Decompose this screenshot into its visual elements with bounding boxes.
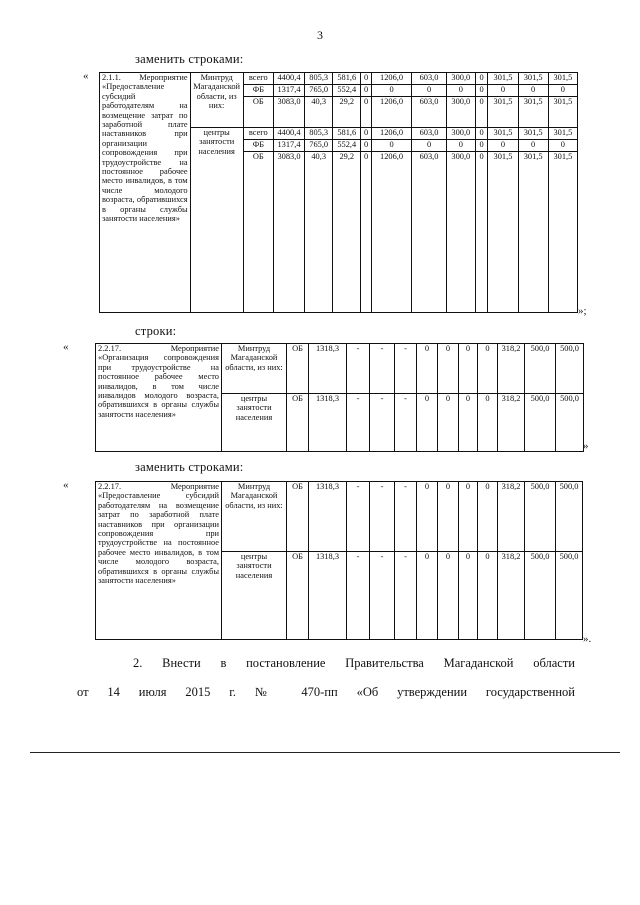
value-cell: 0 [459,552,478,640]
executor-cell: центры занятости населения [222,394,287,452]
value-cell: 3083,0 [273,97,304,128]
value-cell: 500,0 [556,394,584,452]
value-cell: 0 [361,152,371,313]
value-cell: 318,2 [498,344,525,394]
value-cell: 1318,3 [309,482,347,552]
funding-source-cell: ОБ [243,97,273,128]
value-cell: 0 [518,85,548,97]
value-cell: 301,5 [548,152,577,313]
value-cell: 301,5 [548,128,577,140]
executor-cell: Минтруд Магаданской области, из них: [222,482,287,552]
value-cell: - [347,552,370,640]
value-cell: 300,0 [446,128,475,140]
value-cell: 0 [446,85,475,97]
close-quote-2: » [583,440,589,452]
value-cell: 765,0 [305,85,333,97]
value-cell: 0 [417,344,438,394]
value-cell: 500,0 [556,344,584,394]
value-cell: - [395,552,417,640]
value-cell: 0 [459,344,478,394]
value-cell: 301,5 [488,73,518,85]
value-cell: 0 [548,85,577,97]
value-cell: - [347,394,370,452]
value-cell: 0 [478,394,498,452]
value-cell: 0 [361,140,371,152]
close-quote-3: ». [583,633,592,645]
paragraph-line-1: 2. Внести в постановление Правительства Магаданской области [133,656,575,670]
value-cell: 0 [475,73,487,85]
value-cell: 1318,3 [309,552,347,640]
value-cell: 0 [478,344,498,394]
value-cell: 0 [438,394,459,452]
value-cell: 4400,4 [273,73,304,85]
value-cell: 1206,0 [371,128,412,140]
value-cell: 0 [361,85,371,97]
value-cell: 0 [438,344,459,394]
value-cell: 500,0 [525,394,556,452]
value-cell: 805,3 [305,73,333,85]
value-cell: 603,0 [412,97,446,128]
executor-cell: Минтруд Магаданской области, из них: [190,73,243,128]
value-cell: 552,4 [333,85,361,97]
value-cell: 4400,4 [273,128,304,140]
paragraph-line-2: от 14 июля 2015 г. № 470-пп «Об утверждении государственной [77,685,575,699]
value-cell: 0 [438,482,459,552]
value-cell: 0 [361,97,371,128]
funding-source-cell: ОБ [243,152,273,313]
measure-name-cell: 2.2.17. Мероприятие «Организация сопровождения при трудоустройстве на постоянное рабочее место инвалидов, в том числе инвалидов молодого возраста, обратившихся в органы службы занятости населения» [96,344,222,452]
value-cell: 300,0 [446,73,475,85]
value-cell: 3083,0 [273,152,304,313]
open-quote-3: « [63,479,69,491]
value-cell: 500,0 [556,482,583,552]
value-cell: 0 [361,73,371,85]
value-cell: - [347,344,370,394]
funding-source-cell: ФБ [243,85,273,97]
value-cell: 0 [417,482,438,552]
page-number: 3 [317,28,323,42]
value-cell: - [395,344,417,394]
open-quote-2: « [63,341,69,353]
value-cell: 29,2 [333,97,361,128]
value-cell: 301,5 [518,73,548,85]
value-cell: 0 [475,97,487,128]
value-cell: 300,0 [446,97,475,128]
table-row [96,482,583,552]
funding-source-cell: ОБ [287,344,309,394]
value-cell: 500,0 [556,552,583,640]
funding-source-cell: ОБ [287,394,309,452]
value-cell: 0 [475,152,487,313]
executor-cell: Минтруд Магаданской области, из них: [222,344,287,394]
value-cell: - [347,482,370,552]
heading-replace-rows-2: заменить строками: [135,460,244,474]
measure-name-cell: 2.2.17. Мероприятие «Предоставление субсидий работодателям на возмещение затрат по заработной плате наставников при организации сопровождения при трудоустройстве на постоянное рабочее место инвалидов, в том числе молодого возраста, обратившихся в органы службы занятости населения» [96,482,222,640]
measure-name-cell: 2.1.1. Мероприятие «Предоставление субсидий работодателям на возмещение затрат по заработной плате наставников при организации сопровождения при трудоустройстве на постоянное рабочее место инвалидов, в том числе молодого возраста, обратившихся в органы службы занятости населения» [100,73,191,313]
value-cell: 603,0 [412,152,446,313]
value-cell: 0 [417,394,438,452]
funding-source-cell: всего [243,73,273,85]
footer-rule [30,752,620,753]
value-cell: 0 [438,552,459,640]
value-cell: 0 [475,128,487,140]
value-cell: 500,0 [525,552,556,640]
value-cell: 1206,0 [371,73,412,85]
value-cell: 0 [459,394,478,452]
value-cell: - [370,394,395,452]
value-cell: 0 [475,140,487,152]
value-cell: - [395,482,417,552]
executor-cell: центры занятости населения [222,552,287,640]
value-cell: 318,2 [498,394,525,452]
value-cell: 0 [446,140,475,152]
heading-rows: строки: [135,324,177,338]
value-cell: 1317,4 [273,85,304,97]
value-cell: - [370,344,395,394]
value-cell: 603,0 [412,73,446,85]
value-cell: 581,6 [333,73,361,85]
funding-source-cell: ОБ [287,482,309,552]
value-cell: 500,0 [525,482,556,552]
value-cell: - [370,552,395,640]
value-cell: 1317,4 [273,140,304,152]
funding-source-cell: ОБ [287,552,309,640]
close-quote-1: »; [578,305,587,317]
value-cell: 1318,3 [309,394,347,452]
value-cell: 805,3 [305,128,333,140]
value-cell: - [370,482,395,552]
value-cell: 0 [475,85,487,97]
value-cell: 301,5 [488,152,518,313]
value-cell: 0 [478,482,498,552]
value-cell: 1318,3 [309,344,347,394]
funding-source-cell: ФБ [243,140,273,152]
table-measure-2-1-1 [99,72,578,313]
value-cell: - [395,394,417,452]
value-cell: 0 [518,140,548,152]
value-cell: 301,5 [488,97,518,128]
value-cell: 318,2 [498,552,525,640]
value-cell: 301,5 [548,73,577,85]
value-cell: 0 [417,552,438,640]
value-cell: 318,2 [498,482,525,552]
value-cell: 0 [371,140,412,152]
value-cell: 301,5 [488,128,518,140]
value-cell: 1206,0 [371,97,412,128]
value-cell: 500,0 [525,344,556,394]
value-cell: 0 [412,140,446,152]
table-measure-2-2-17-new [95,481,583,640]
value-cell: 301,5 [518,152,548,313]
table-row [96,344,584,394]
value-cell: 40,3 [305,152,333,313]
value-cell: 301,5 [518,128,548,140]
value-cell: 0 [361,128,371,140]
value-cell: 603,0 [412,128,446,140]
value-cell: 301,5 [548,97,577,128]
value-cell: 1206,0 [371,152,412,313]
value-cell: 0 [478,552,498,640]
table-measure-2-2-17-old [95,343,584,452]
value-cell: 0 [371,85,412,97]
value-cell: 765,0 [305,140,333,152]
open-quote-1: « [83,70,89,82]
value-cell: 40,3 [305,97,333,128]
funding-source-cell: всего [243,128,273,140]
table-row [100,73,578,85]
value-cell: 581,6 [333,128,361,140]
executor-cell: центры занятости населения [190,128,243,313]
value-cell: 29,2 [333,152,361,313]
value-cell: 0 [412,85,446,97]
heading-replace-rows-1: заменить строками: [135,52,244,66]
value-cell: 300,0 [446,152,475,313]
value-cell: 0 [488,85,518,97]
value-cell: 0 [488,140,518,152]
value-cell: 0 [459,482,478,552]
value-cell: 301,5 [518,97,548,128]
value-cell: 0 [548,140,577,152]
value-cell: 552,4 [333,140,361,152]
